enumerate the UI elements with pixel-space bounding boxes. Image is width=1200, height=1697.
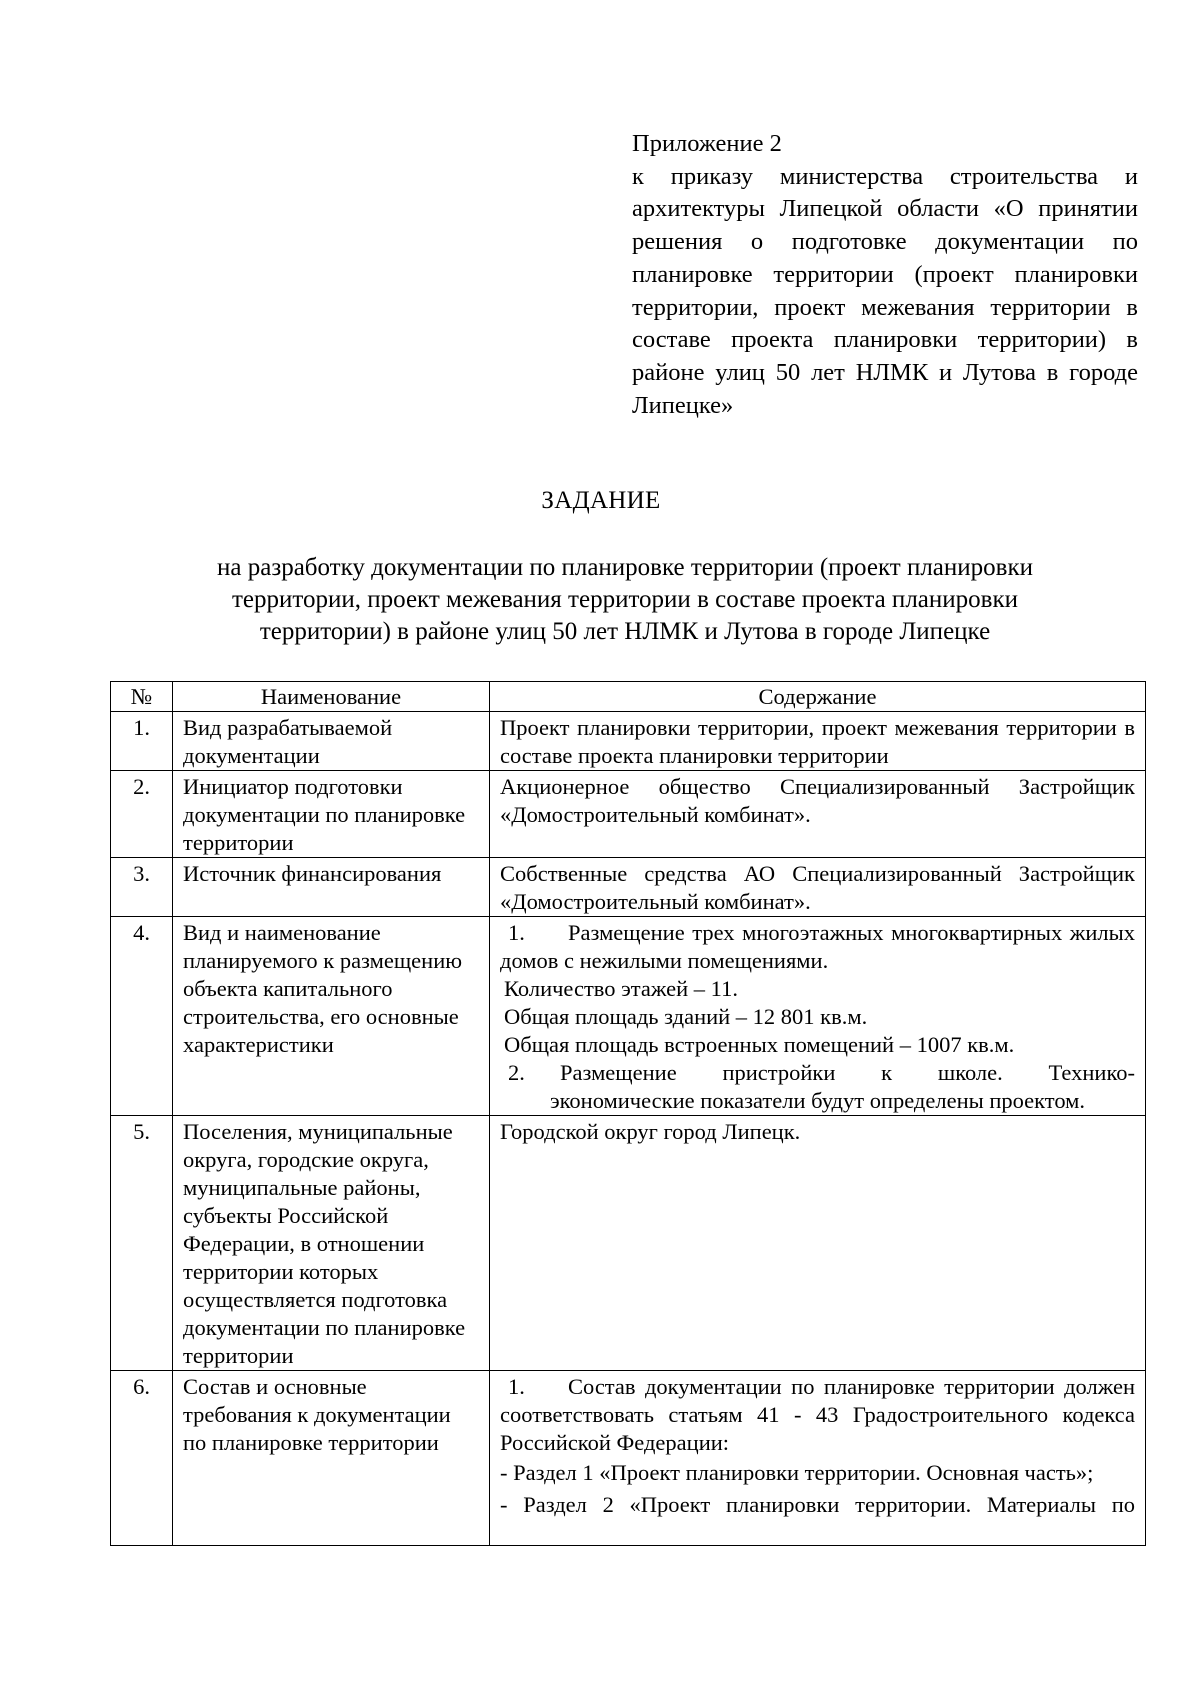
table-row bbox=[111, 858, 1146, 917]
header-num: № bbox=[111, 682, 173, 712]
row-content: Собственные средства АО Специализированный Застройщик «Домостроительный комбинат». bbox=[490, 858, 1146, 917]
section-1-line: - Раздел 1 «Проект планировки территории. Основная часть»; bbox=[500, 1460, 1094, 1485]
task-table bbox=[110, 681, 1146, 1546]
row-content bbox=[490, 917, 1146, 1116]
row-name: Вид разрабатываемой документации bbox=[173, 712, 490, 771]
row-content bbox=[490, 1371, 1146, 1546]
item-text-a: Размещение пристройки к школе. Технико- bbox=[560, 1060, 1135, 1085]
subtitle-line-3: территории) в районе улиц 50 лет НЛМК и Лутова в городе Липецке bbox=[259, 618, 991, 645]
item-2-continuation: экономические показатели будут определены проектом. bbox=[549, 1088, 1086, 1113]
row-name: Инициатор подготовки документации по планировке территории bbox=[173, 771, 490, 858]
document-title: ЗАДАНИЕ bbox=[541, 487, 661, 514]
subtitle-line-2: территории, проект межевания территории в составе проекта планировки bbox=[232, 586, 1018, 613]
document-title-wrapper bbox=[0, 487, 1200, 515]
row-content: Акционерное общество Специализированный Застройщик «Домостроительный комбинат». bbox=[490, 771, 1146, 858]
table-row bbox=[111, 1371, 1146, 1546]
table-row bbox=[111, 1116, 1146, 1371]
row-number: 3. bbox=[111, 858, 173, 917]
item-text: Размещение трех многоэтажных многоквартирных жилых домов с нежилыми помещениями. bbox=[500, 920, 1135, 973]
row-name: Поселения, муниципальные округа, городские округа, муниципальные районы, субъекты Российской Федерации, в отношении территории которых осуществляется подготовка документации по планировке территории bbox=[173, 1116, 490, 1371]
table-row bbox=[111, 712, 1146, 771]
table-row bbox=[111, 771, 1146, 858]
row-number: 1. bbox=[111, 712, 173, 771]
total-area-line: Общая площадь зданий – 12 801 кв.м. bbox=[504, 1004, 868, 1029]
row-name: Состав и основные требования к документации по планировке территории bbox=[173, 1371, 490, 1546]
table-header-row bbox=[111, 682, 1146, 712]
document-subtitle bbox=[150, 552, 1100, 648]
item-marker: 2. bbox=[508, 1060, 525, 1085]
row-number: 6. bbox=[111, 1371, 173, 1546]
row-name: Источник финансирования bbox=[173, 858, 490, 917]
item-marker: 1. bbox=[508, 920, 525, 945]
appendix-text: к приказу министерства строительства и архитектуры Липецкой области «О принятии решения о подготовке документации по планировке территории (проект планировки территории, проект межевания территории в составе проекта планировки территории) в районе улиц 50 лет НЛМК и Лутова в городе Липецке» bbox=[632, 162, 1138, 419]
header-content: Содержание bbox=[490, 682, 1146, 712]
row-number: 2. bbox=[111, 771, 173, 858]
row-number: 5. bbox=[111, 1116, 173, 1371]
row-content: Городской округ город Липецк. bbox=[490, 1116, 1146, 1371]
row-content: Проект планировки территории, проект межевания территории в составе проекта планировки территории bbox=[490, 712, 1146, 771]
floors-line: Количество этажей – 11. bbox=[504, 976, 738, 1001]
appendix-block bbox=[632, 128, 1138, 422]
section-2-line: - Раздел 2 «Проект планировки территории. Материалы по bbox=[500, 1492, 1135, 1517]
content-item-2 bbox=[500, 1059, 1135, 1087]
header-name: Наименование bbox=[173, 682, 490, 712]
builtin-area-line: Общая площадь встроенных помещений – 1007 кв.м. bbox=[504, 1032, 1015, 1057]
subtitle-line-1: на разработку документации по планировке территории (проект планировки bbox=[217, 554, 1033, 581]
table-row bbox=[111, 917, 1146, 1116]
row-name: Вид и наименование планируемого к размещению объекта капитального строительства, его основные характеристики bbox=[173, 917, 490, 1116]
appendix-title: Приложение 2 bbox=[632, 130, 782, 157]
item-marker: 1. bbox=[508, 1374, 525, 1399]
item-text: Состав документации по планировке территории должен соответствовать статьям 41 - 43 Градостроительного кодекса Российской Федерации: bbox=[500, 1374, 1135, 1455]
row-number: 4. bbox=[111, 917, 173, 1116]
content-item-1 bbox=[500, 919, 1135, 975]
content-item-1 bbox=[500, 1373, 1135, 1457]
